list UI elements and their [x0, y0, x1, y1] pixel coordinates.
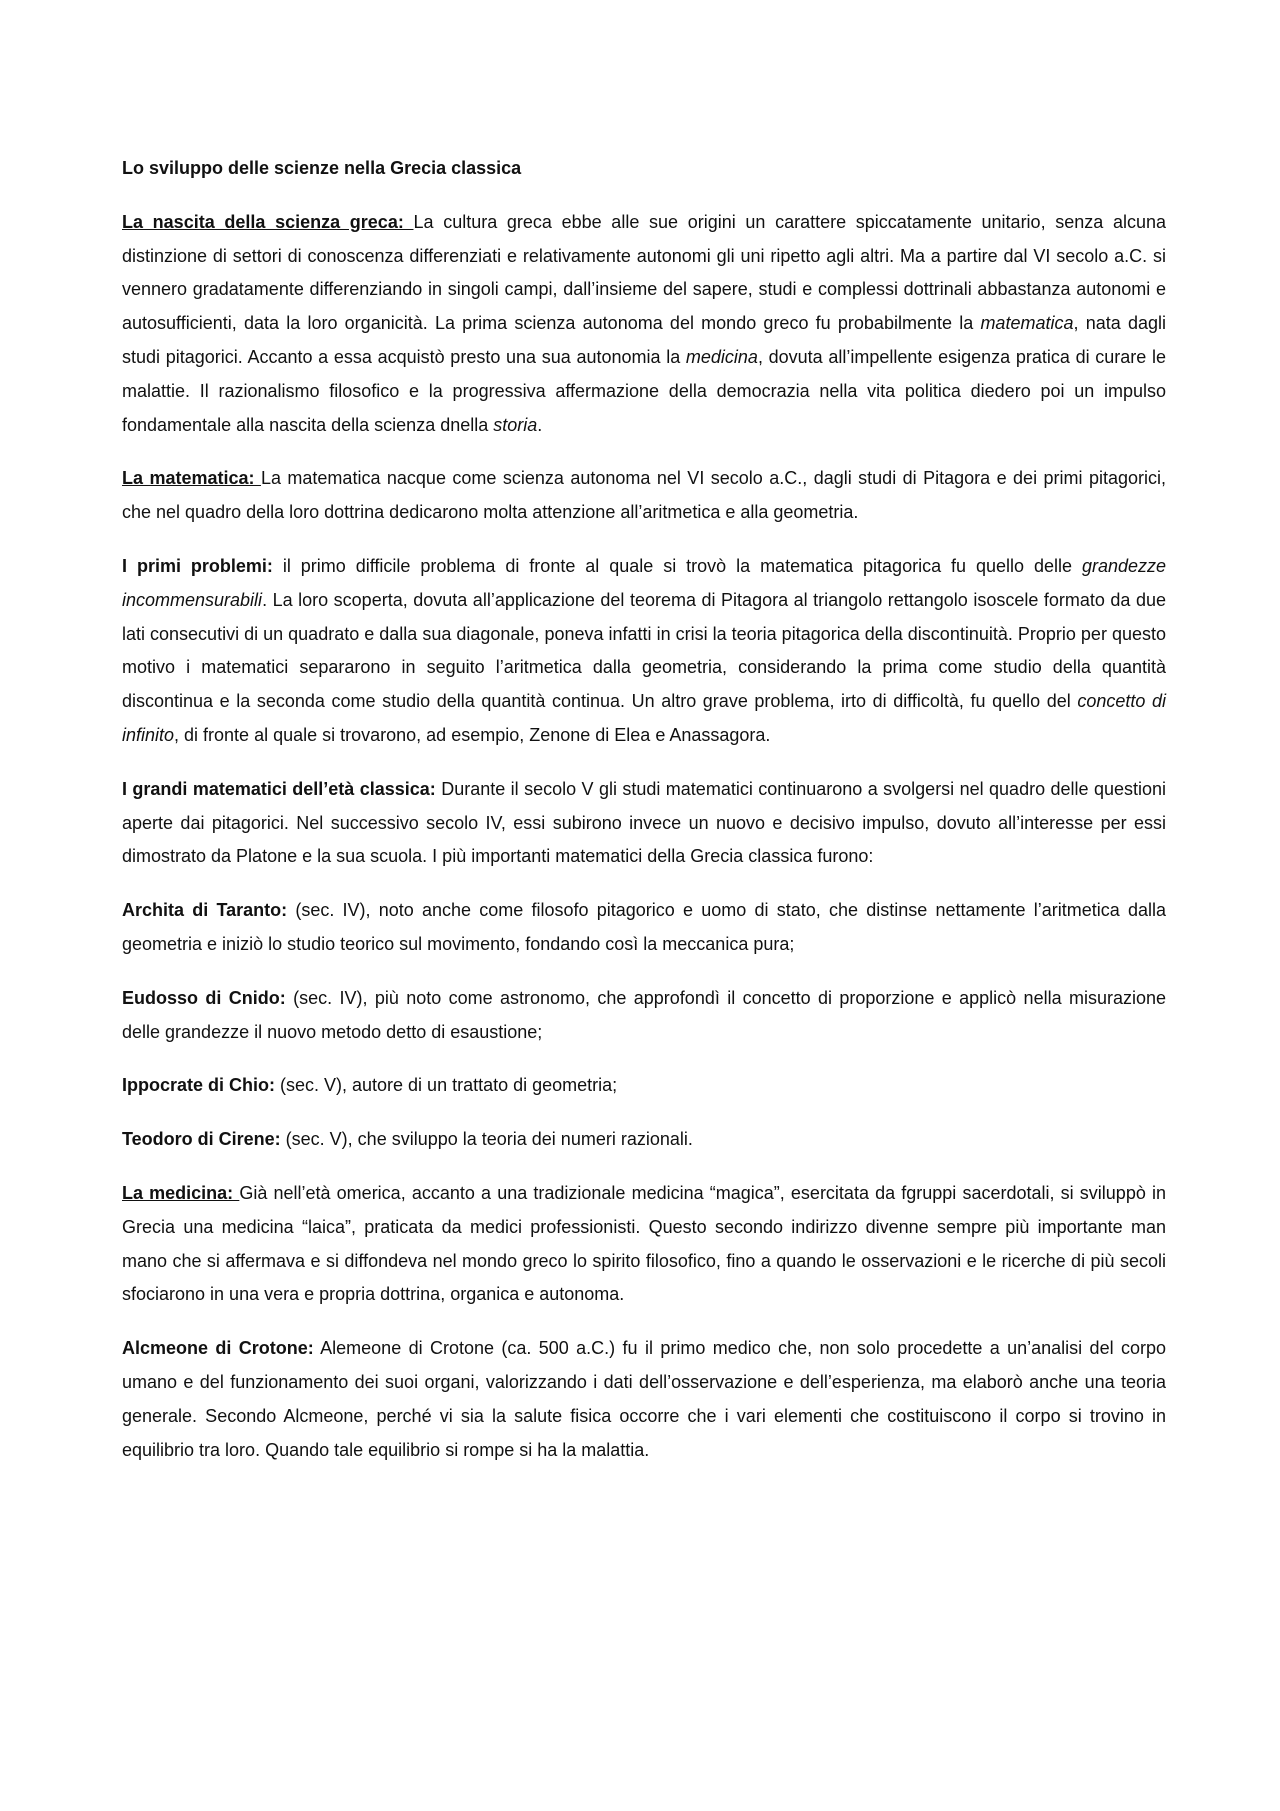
text: Alemeone di Crotone (ca. 500 a.C.) fu il primo medico che, non solo procedette a un’analisi del corpo umano e del funzionamento dei suoi organi, valorizzando i dati dell’osservazione e dell’esperienza, ma elaborò anche una teoria generale. Secondo Alcmeone, perché vi sia la salute fisica occorre che i vari elementi che costituiscono il corpo si trovino in equilibrio tra loro. Quando tale equilibrio si rompe si ha la malattia. — [122, 1338, 1166, 1460]
paragraph-primi-problemi — [122, 550, 1166, 753]
text: , nata dagli studi pitagorici. Accanto a essa acquistò presto una sua autonomia la — [122, 313, 1166, 367]
text: (sec. IV), noto anche come filosofo pitagorico e uomo di stato, che distinse nettamente l’aritmetica dalla geometria e iniziò lo studio teorico sul movimento, fondando così la meccanica pura; — [122, 900, 1166, 954]
text: (sec. V), autore di un trattato di geometria; — [275, 1075, 618, 1096]
document-title: Lo sviluppo delle scienze nella Grecia classica — [122, 158, 522, 178]
section-heading: I primi problemi: — [122, 555, 273, 576]
section-heading: Alcmeone di Crotone: — [122, 1338, 314, 1359]
text: . — [537, 414, 543, 435]
emphasis: matematica — [980, 313, 1074, 334]
paragraph-ippocrate — [122, 1069, 1166, 1103]
section-heading: I grandi matematici dell’età classica: — [122, 778, 436, 799]
text: La matematica nacque come scienza autonoma nel VI secolo a.C., dagli studi di Pitagora e dei primi pitagorici, che nel quadro della loro dottrina dedicarono molta attenzione all’aritmetica e alla geometria. — [122, 468, 1166, 523]
emphasis: grandezze incommensurabili — [122, 555, 1166, 610]
paragraph-grandi-matematici — [122, 773, 1166, 874]
text: (sec. IV), più noto come astronomo, che approfondì il concetto di proporzione e applicò nella misurazione delle grandezze il nuovo metodo detto di esaustione; — [122, 987, 1166, 1042]
section-heading: Ippocrate di Chio: — [122, 1075, 275, 1096]
section-heading: Archita di Taranto: — [122, 900, 288, 921]
section-heading: La matematica: — [122, 468, 261, 489]
section-heading: Teodoro di Cirene: — [122, 1129, 281, 1150]
text: La cultura greca ebbe alle sue origini un carattere spiccatamente unitario, senza alcuna distinzione di settori di conoscenza differenziati e relativamente autonomi gli uni ripetto agli altri. Ma a partire dal VI secolo a.C. si vennero gradatamente differenziando in singoli campi, dall’insieme del sapere, studi e complessi dottrinali abbastanza autonomi e autosufficienti, data la loro organicità. La prima scienza autonoma del mondo greco fu probabilmente la — [122, 211, 1166, 334]
paragraph-eudosso — [122, 982, 1166, 1050]
text: il primo difficile problema di fronte al quale si trovò la matematica pitagorica fu quello delle — [272, 555, 1082, 576]
document-page — [122, 152, 1166, 1487]
text: , di fronte al quale si trovarono, ad esempio, Zenone di Elea e Anassagora. — [174, 724, 771, 745]
paragraph-matematica — [122, 462, 1166, 530]
text: Durante il secolo V gli studi matematici continuarono a svolgersi nel quadro delle questioni aperte dai pitagorici. Nel successivo secolo IV, essi subirono invece un nuovo e decisivo impulso, dovuto all’interesse per essi dimostrato da Platone e la sua scuola. I più importanti matematici della Grecia classica furono: — [122, 778, 1166, 867]
emphasis: medicina — [685, 346, 758, 367]
text: , dovuta all’impellente esigenza pratica di curare le malattie. Il razionalismo filosofico e la progressiva affermazione della democrazia nella vita politica diedero poi un impulso fondamentale alla nascita della scienza dnella — [122, 346, 1166, 435]
paragraph-medicina — [122, 1177, 1166, 1312]
emphasis: storia — [493, 414, 538, 435]
paragraph-archita — [122, 894, 1166, 962]
section-heading: La medicina: — [122, 1182, 240, 1203]
text: . La loro scoperta, dovuta all’applicazione del teorema di Pitagora al triangolo rettangolo isoscele formato da due lati consecutivi di un quadrato e dalla sua diagonale, poneva infatti in crisi la teoria pitagorica della discontinuità. Proprio per questo motivo i matematici separarono in seguito l’aritmetica dalla geometria, considerando la prima come studio della quantità discontinua e la seconda come studio della quantità continua. Un altro grave problema, irto di difficoltà, fu quello del — [122, 589, 1166, 712]
emphasis: concetto di infinito — [122, 691, 1167, 745]
text: Già nell’età omerica, accanto a una tradizionale medicina “magica”, esercitata da fgruppi sacerdotali, si sviluppò in Grecia una medicina “laica”, praticata da medici professionisti. Questo secondo indirizzo divenne sempre più importante man mano che si affermava e si diffondeva nel mondo greco lo spirito filosofico, fino a quando le osservazioni e le ricerche di più secoli sfociarono in una vera e propria dottrina, organica e autonoma. — [122, 1182, 1166, 1305]
paragraph-teodoro — [122, 1123, 1166, 1157]
section-heading: Eudosso di Cnido: — [122, 987, 286, 1008]
paragraph-nascita-scienza — [122, 206, 1166, 443]
section-heading: La nascita della scienza greca: — [122, 211, 414, 232]
text: (sec. V), che sviluppo la teoria dei numeri razionali. — [280, 1129, 693, 1150]
paragraph-alcmeone — [122, 1332, 1166, 1467]
